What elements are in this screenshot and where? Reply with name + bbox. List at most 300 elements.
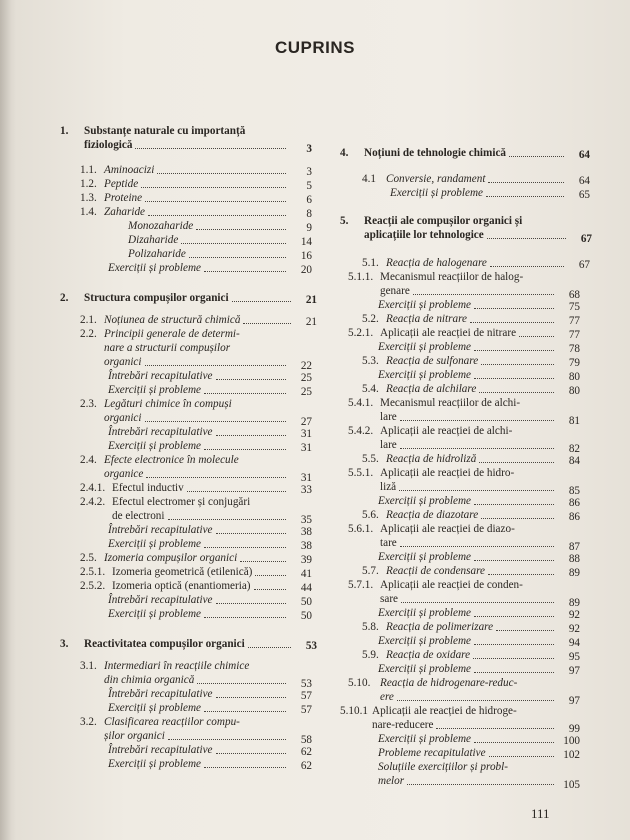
binding-shadow bbox=[0, 0, 16, 840]
leader-dots bbox=[187, 483, 286, 492]
entry-page-number: 65 bbox=[578, 189, 590, 201]
right_column-entry bbox=[378, 300, 582, 314]
entry-page-number: 82 bbox=[568, 443, 580, 455]
entry-title: Polizaharide bbox=[128, 248, 186, 260]
leader-dots bbox=[204, 385, 286, 394]
right_column-entry bbox=[348, 580, 582, 608]
entry-number: 2.4.2. bbox=[80, 496, 106, 508]
leader-dots bbox=[148, 207, 286, 216]
leader-dots bbox=[196, 221, 286, 230]
entry-page-number: 14 bbox=[300, 236, 312, 248]
entry-page-number: 50 bbox=[300, 610, 312, 622]
left_column-entry bbox=[108, 371, 314, 385]
right_column-entry bbox=[348, 678, 582, 706]
right_column-entry bbox=[378, 496, 582, 510]
leader-dots bbox=[474, 496, 554, 505]
entry-page-number: 25 bbox=[300, 386, 312, 398]
left_column-entry bbox=[108, 427, 314, 441]
leader-dots bbox=[397, 692, 554, 701]
entry-number: 3.1. bbox=[80, 660, 97, 672]
entry-page-number: 99 bbox=[568, 723, 580, 735]
entry-page-number: 89 bbox=[568, 567, 580, 579]
entry-title: Reacții ale compușilor organici și bbox=[364, 215, 523, 227]
entry-title: Exerciții și probleme bbox=[108, 384, 201, 396]
entry-page-number: 64 bbox=[578, 149, 590, 161]
entry-page-number: 62 bbox=[300, 760, 312, 772]
leader-dots bbox=[474, 734, 554, 743]
left_column-entry bbox=[108, 441, 314, 455]
entry-page-number: 33 bbox=[300, 484, 312, 496]
entry-page-number: 75 bbox=[568, 301, 580, 313]
leader-dots bbox=[145, 413, 286, 422]
entry-page-number: 53 bbox=[300, 678, 312, 690]
entry-title: Noțiunea de structură chimică bbox=[104, 314, 241, 326]
leader-dots bbox=[181, 235, 286, 244]
entry-page-number: 38 bbox=[300, 540, 312, 552]
leader-dots bbox=[486, 188, 564, 197]
entry-title: melor bbox=[378, 775, 405, 787]
entry-title: tare bbox=[380, 537, 397, 549]
left_column-entry bbox=[80, 567, 314, 581]
left_column-entry bbox=[80, 399, 314, 427]
right_column-entry bbox=[378, 664, 582, 678]
left_column-entry bbox=[108, 759, 314, 773]
entry-page-number: 38 bbox=[300, 526, 312, 538]
entry-number: 2.1. bbox=[80, 314, 97, 326]
entry-title: Aplicații ale reacției de conden- bbox=[380, 579, 523, 591]
leader-dots bbox=[168, 731, 286, 740]
leader-dots bbox=[243, 315, 291, 324]
page-number: 111 bbox=[531, 806, 550, 821]
entry-title: Exerciții și probleme bbox=[378, 495, 471, 507]
leader-dots bbox=[204, 263, 286, 272]
entry-page-number: 95 bbox=[568, 651, 580, 663]
entry-title: Întrebări recapitulative bbox=[108, 370, 213, 382]
entry-title: Reacția de hidroliză bbox=[386, 453, 477, 465]
entry-page-number: 35 bbox=[300, 514, 312, 526]
entry-title: aplicațiile lor tehnologice bbox=[364, 229, 484, 241]
right_column-entry bbox=[340, 148, 592, 162]
leader-dots bbox=[473, 650, 554, 659]
entry-page-number: 84 bbox=[568, 455, 580, 467]
entry-title: Efectul electromer și conjugări bbox=[112, 496, 251, 508]
leader-dots bbox=[216, 371, 286, 380]
entry-title: genare bbox=[380, 285, 410, 297]
leader-dots bbox=[436, 720, 554, 729]
entry-title: de electroni bbox=[112, 510, 165, 522]
entry-page-number: 85 bbox=[568, 485, 580, 497]
entry-number: 5.2.1. bbox=[348, 327, 374, 339]
entry-title: Intermediari în reacțiile chimice bbox=[104, 660, 250, 672]
entry-page-number: 67 bbox=[580, 233, 592, 245]
entry-number: 2.5.1. bbox=[80, 566, 106, 578]
left_column-entry bbox=[108, 539, 314, 553]
entry-page-number: 81 bbox=[568, 415, 580, 427]
entry-page-number: 57 bbox=[300, 690, 312, 702]
leader-dots bbox=[481, 356, 554, 365]
right_column-entry bbox=[348, 328, 582, 342]
entry-page-number: 16 bbox=[300, 250, 312, 262]
leader-dots bbox=[197, 675, 286, 684]
entry-page-number: 20 bbox=[300, 264, 312, 276]
entry-title: fiziologică bbox=[84, 139, 133, 151]
entry-title: Reacția de nitrare bbox=[386, 313, 467, 325]
right_column-entry bbox=[348, 468, 582, 496]
leader-dots bbox=[470, 314, 554, 323]
entry-title: Exerciții și probleme bbox=[378, 341, 471, 353]
entry-title: nare-reducere bbox=[372, 719, 434, 731]
entry-title: Reacția de oxidare bbox=[386, 649, 471, 661]
left_column-entry bbox=[128, 249, 314, 263]
right_column-entry bbox=[362, 174, 592, 188]
leader-dots bbox=[474, 608, 554, 617]
entry-title: organice bbox=[104, 468, 144, 480]
leader-dots bbox=[145, 193, 286, 202]
leader-dots bbox=[189, 249, 286, 258]
leader-dots bbox=[400, 440, 554, 449]
left_column-entry bbox=[60, 639, 319, 653]
entry-page-number: 9 bbox=[306, 222, 312, 234]
leader-dots bbox=[204, 441, 286, 450]
leader-dots bbox=[413, 286, 554, 295]
leader-dots bbox=[489, 748, 554, 757]
entry-title: Aplicații ale reacției de nitrare bbox=[380, 327, 517, 339]
entry-page-number: 27 bbox=[300, 416, 312, 428]
entry-title: lare bbox=[380, 439, 397, 451]
entry-number: 3.2. bbox=[80, 716, 97, 728]
entry-title: Reacția de hidrogenare-reduc- bbox=[380, 677, 518, 689]
entry-title: Izomeria geometrică (etilenică) bbox=[112, 566, 253, 578]
entry-title: Exerciții și probleme bbox=[108, 440, 201, 452]
entry-page-number: 21 bbox=[305, 316, 317, 328]
left_column-entry bbox=[108, 525, 314, 539]
leader-dots bbox=[216, 745, 286, 754]
leader-dots bbox=[216, 427, 286, 436]
entry-number: 4.1 bbox=[362, 173, 376, 185]
entry-page-number: 86 bbox=[568, 511, 580, 523]
entry-page-number: 31 bbox=[300, 428, 312, 440]
leader-dots bbox=[479, 384, 554, 393]
entry-number: 2.5.2. bbox=[80, 580, 106, 592]
left_column-entry bbox=[60, 293, 319, 307]
entry-page-number: 67 bbox=[578, 259, 590, 271]
entry-title: Reactivitatea compușilor organici bbox=[84, 638, 245, 650]
entry-page-number: 88 bbox=[568, 553, 580, 565]
entry-number: 5.10.1 bbox=[340, 705, 368, 717]
entry-title: Aplicații ale reacției de diazo- bbox=[380, 523, 515, 535]
right_column-entry bbox=[348, 524, 582, 552]
entry-page-number: 3 bbox=[306, 143, 312, 155]
right_column-entry bbox=[378, 370, 582, 384]
left_column-entry bbox=[80, 455, 314, 483]
entry-page-number: 57 bbox=[300, 704, 312, 716]
entry-number: 2. bbox=[60, 292, 69, 304]
right_column-entry bbox=[340, 216, 594, 244]
entry-title: Noțiuni de tehnologie chimică bbox=[364, 147, 507, 159]
leader-dots bbox=[509, 148, 564, 157]
leader-dots bbox=[216, 689, 286, 698]
left_column-entry bbox=[108, 385, 314, 399]
entry-title: Clasificarea reacțiilor compu- bbox=[104, 716, 240, 728]
entry-page-number: 87 bbox=[568, 541, 580, 553]
left_column-entry bbox=[108, 745, 314, 759]
left_column-entry bbox=[108, 689, 314, 703]
entry-title: Exerciții și probleme bbox=[378, 635, 471, 647]
left_column-entry bbox=[108, 263, 314, 277]
entry-number: 5.5.1. bbox=[348, 467, 374, 479]
right_column-entry bbox=[348, 426, 582, 454]
leader-dots bbox=[204, 703, 286, 712]
entry-title: Exerciții și probleme bbox=[108, 758, 201, 770]
leader-dots bbox=[474, 370, 554, 379]
entry-title: Exerciții și probleme bbox=[108, 538, 201, 550]
left_column-entry bbox=[60, 126, 314, 154]
entry-title: Reacția de halogenare bbox=[386, 257, 487, 269]
right_column-entry bbox=[390, 188, 592, 202]
leader-dots bbox=[474, 300, 554, 309]
entry-title: Mecanismul reacțiilor de halog- bbox=[380, 271, 524, 283]
entry-title: Exerciții și probleme bbox=[378, 663, 471, 675]
right_column-entry bbox=[362, 356, 582, 370]
entry-title: Aplicații ale reacției de alchi- bbox=[380, 425, 513, 437]
entry-number: 2.4. bbox=[80, 454, 97, 466]
entry-title: nare a structurii compușilor bbox=[104, 342, 231, 354]
entry-number: 5. bbox=[340, 215, 349, 227]
entry-page-number: 8 bbox=[306, 208, 312, 220]
leader-dots bbox=[157, 165, 286, 174]
entry-title: sare bbox=[380, 593, 399, 605]
entry-title: Reacția de alchilare bbox=[386, 383, 477, 395]
entry-number: 5.8. bbox=[362, 621, 379, 633]
leader-dots bbox=[248, 639, 291, 648]
entry-title: lare bbox=[380, 411, 397, 423]
entry-title: Efecte electronice în molecule bbox=[104, 454, 239, 466]
leader-dots bbox=[204, 609, 286, 618]
right_column-entry bbox=[362, 510, 582, 524]
entry-page-number: 31 bbox=[300, 442, 312, 454]
right_column-entry bbox=[378, 636, 582, 650]
entry-page-number: 80 bbox=[568, 385, 580, 397]
left_column-entry bbox=[108, 703, 314, 717]
right_column-entry bbox=[378, 748, 582, 762]
entry-number: 5.1.1. bbox=[348, 271, 374, 283]
entry-number: 5.2. bbox=[362, 313, 379, 325]
left_column-entry bbox=[80, 193, 314, 207]
entry-title: Exerciții și probleme bbox=[378, 607, 471, 619]
entry-title: șilor organici bbox=[104, 730, 165, 742]
entry-title: organici bbox=[104, 412, 142, 424]
entry-title: Probleme recapitulative bbox=[378, 747, 486, 759]
entry-page-number: 94 bbox=[568, 637, 580, 649]
entry-page-number: 41 bbox=[300, 568, 312, 580]
entry-page-number: 97 bbox=[568, 665, 580, 677]
entry-page-number: 79 bbox=[568, 357, 580, 369]
entry-title: Proteine bbox=[104, 192, 143, 204]
entry-title: Substanțe naturale cu importanță bbox=[84, 125, 246, 137]
leader-dots bbox=[474, 552, 554, 561]
entry-title: Dizaharide bbox=[128, 234, 179, 246]
entry-number: 5.3. bbox=[362, 355, 379, 367]
leader-dots bbox=[135, 140, 286, 149]
entry-title: Exerciții și probleme bbox=[378, 299, 471, 311]
left_column-entry bbox=[80, 179, 314, 193]
entry-page-number: 62 bbox=[300, 746, 312, 758]
entry-page-number: 86 bbox=[568, 497, 580, 509]
right_column-entry bbox=[362, 384, 582, 398]
entry-number: 5.4. bbox=[362, 383, 379, 395]
entry-number: 5.4.2. bbox=[348, 425, 374, 437]
right_column-entry bbox=[362, 258, 592, 272]
entry-page-number: 39 bbox=[300, 554, 312, 566]
right_column-entry bbox=[378, 552, 582, 566]
entry-title: Aplicații ale reacției de hidro- bbox=[380, 467, 515, 479]
entry-page-number: 80 bbox=[568, 371, 580, 383]
right_column-entry bbox=[348, 398, 582, 426]
entry-number: 1.2. bbox=[80, 178, 97, 190]
entry-title: Exerciții și probleme bbox=[108, 608, 201, 620]
entry-number: 5.6.1. bbox=[348, 523, 374, 535]
left_column-entry bbox=[80, 329, 314, 371]
entry-page-number: 22 bbox=[300, 360, 312, 372]
leader-dots bbox=[474, 636, 554, 645]
left_column-entry bbox=[80, 553, 314, 567]
entry-page-number: 44 bbox=[300, 582, 312, 594]
leader-dots bbox=[216, 595, 286, 604]
leader-dots bbox=[240, 553, 286, 562]
entry-title: Zaharide bbox=[104, 206, 146, 218]
leader-dots bbox=[168, 511, 286, 520]
entry-number: 5.9. bbox=[362, 649, 379, 661]
left_column-entry bbox=[80, 483, 314, 497]
entry-page-number: 77 bbox=[568, 329, 580, 341]
right_column-entry bbox=[378, 734, 582, 748]
leader-dots bbox=[145, 357, 286, 366]
leader-dots bbox=[401, 594, 554, 603]
leader-dots bbox=[255, 567, 286, 576]
entry-page-number: 6 bbox=[306, 194, 312, 206]
entry-title: liză bbox=[380, 481, 397, 493]
left_column-entry bbox=[80, 315, 319, 329]
right_column-entry bbox=[362, 622, 582, 636]
right_column-entry bbox=[362, 650, 582, 664]
left_column-entry bbox=[80, 581, 314, 595]
entry-title: Efectul inductiv bbox=[112, 482, 184, 494]
entry-number: 1. bbox=[60, 125, 69, 137]
entry-title: Izomeria optică (enantiomeria) bbox=[112, 580, 251, 592]
entry-title: Reacția de polimerizare bbox=[386, 621, 494, 633]
right_column-entry bbox=[362, 314, 582, 328]
leader-dots bbox=[474, 342, 554, 351]
leader-dots bbox=[519, 328, 554, 337]
entry-page-number: 102 bbox=[563, 749, 580, 761]
entry-title: Reacția de diazotare bbox=[386, 509, 479, 521]
entry-page-number: 3 bbox=[306, 166, 312, 178]
right_column-entry bbox=[340, 706, 582, 734]
entry-page-number: 77 bbox=[568, 315, 580, 327]
right_column-entry bbox=[378, 762, 582, 790]
entry-page-number: 5 bbox=[306, 180, 312, 192]
entry-page-number: 25 bbox=[300, 372, 312, 384]
entry-title: organici bbox=[104, 356, 142, 368]
entry-title: Exerciții și probleme bbox=[108, 702, 201, 714]
entry-number: 5.5. bbox=[362, 453, 379, 465]
entry-page-number: 58 bbox=[300, 734, 312, 746]
leader-dots bbox=[479, 454, 554, 463]
left_column-entry bbox=[128, 221, 314, 235]
entry-number: 5.1. bbox=[362, 257, 379, 269]
entry-number: 5.10. bbox=[348, 677, 371, 689]
entry-title: Legături chimice în compuși bbox=[104, 398, 232, 410]
entry-number: 5.7.1. bbox=[348, 579, 374, 591]
entry-page-number: 21 bbox=[305, 294, 317, 306]
entry-title: Reacții de condensare bbox=[386, 565, 485, 577]
leader-dots bbox=[232, 293, 291, 302]
entry-title: Soluțiile exercițiilor și probl- bbox=[378, 761, 508, 773]
right_column-entry bbox=[378, 608, 582, 622]
left_column-entry bbox=[108, 609, 314, 623]
entry-title: Exerciții și probleme bbox=[108, 262, 201, 274]
entry-title: Principii generale de determi- bbox=[104, 328, 240, 340]
leader-dots bbox=[490, 258, 564, 267]
entry-page-number: 105 bbox=[563, 779, 580, 791]
entry-page-number: 31 bbox=[300, 472, 312, 484]
leader-dots bbox=[399, 482, 554, 491]
leader-dots bbox=[474, 664, 554, 673]
right_column-entry bbox=[348, 272, 582, 300]
leader-dots bbox=[488, 566, 554, 575]
leader-dots bbox=[216, 525, 286, 534]
entry-number: 2.3. bbox=[80, 398, 97, 410]
entry-page-number: 50 bbox=[300, 596, 312, 608]
entry-title: Peptide bbox=[104, 178, 139, 190]
leader-dots bbox=[141, 179, 286, 188]
right_column-entry bbox=[378, 342, 582, 356]
leader-dots bbox=[488, 174, 564, 183]
entry-title: Aminoacizi bbox=[104, 164, 155, 176]
entry-title: Întrebări recapitulative bbox=[108, 594, 213, 606]
entry-page-number: 100 bbox=[563, 735, 580, 747]
entry-page-number: 89 bbox=[568, 597, 580, 609]
left_column-entry bbox=[80, 207, 314, 221]
entry-title: Întrebări recapitulative bbox=[108, 688, 213, 700]
leader-dots bbox=[254, 581, 286, 590]
entry-number: 5.6. bbox=[362, 509, 379, 521]
entry-title: Reacția de sulfonare bbox=[386, 355, 479, 367]
entry-title: Exerciții și probleme bbox=[378, 369, 471, 381]
entry-page-number: 64 bbox=[578, 175, 590, 187]
entry-title: Exerciții și probleme bbox=[378, 733, 471, 745]
entry-title: Exerciții și probleme bbox=[378, 551, 471, 563]
leader-dots bbox=[487, 230, 566, 239]
entry-title: Întrebări recapitulative bbox=[108, 524, 213, 536]
entry-number: 2.5. bbox=[80, 552, 97, 564]
entry-page-number: 78 bbox=[568, 343, 580, 355]
left_column-entry bbox=[80, 717, 314, 745]
entry-title: Mecanismul reacțiilor de alchi- bbox=[380, 397, 521, 409]
left_column-entry bbox=[128, 235, 314, 249]
leader-dots bbox=[204, 759, 286, 768]
entry-title: ere bbox=[380, 691, 394, 703]
leader-dots bbox=[400, 412, 554, 421]
entry-title: Aplicații ale reacției de hidroge- bbox=[372, 705, 517, 717]
left_column-entry bbox=[80, 661, 314, 689]
entry-number: 5.4.1. bbox=[348, 397, 374, 409]
entry-title: din chimia organică bbox=[104, 674, 195, 686]
entry-title: Structura compușilor organici bbox=[84, 292, 229, 304]
entry-title: Exerciții și probleme bbox=[390, 187, 483, 199]
entry-title: Întrebări recapitulative bbox=[108, 426, 213, 438]
entry-page-number: 97 bbox=[568, 695, 580, 707]
